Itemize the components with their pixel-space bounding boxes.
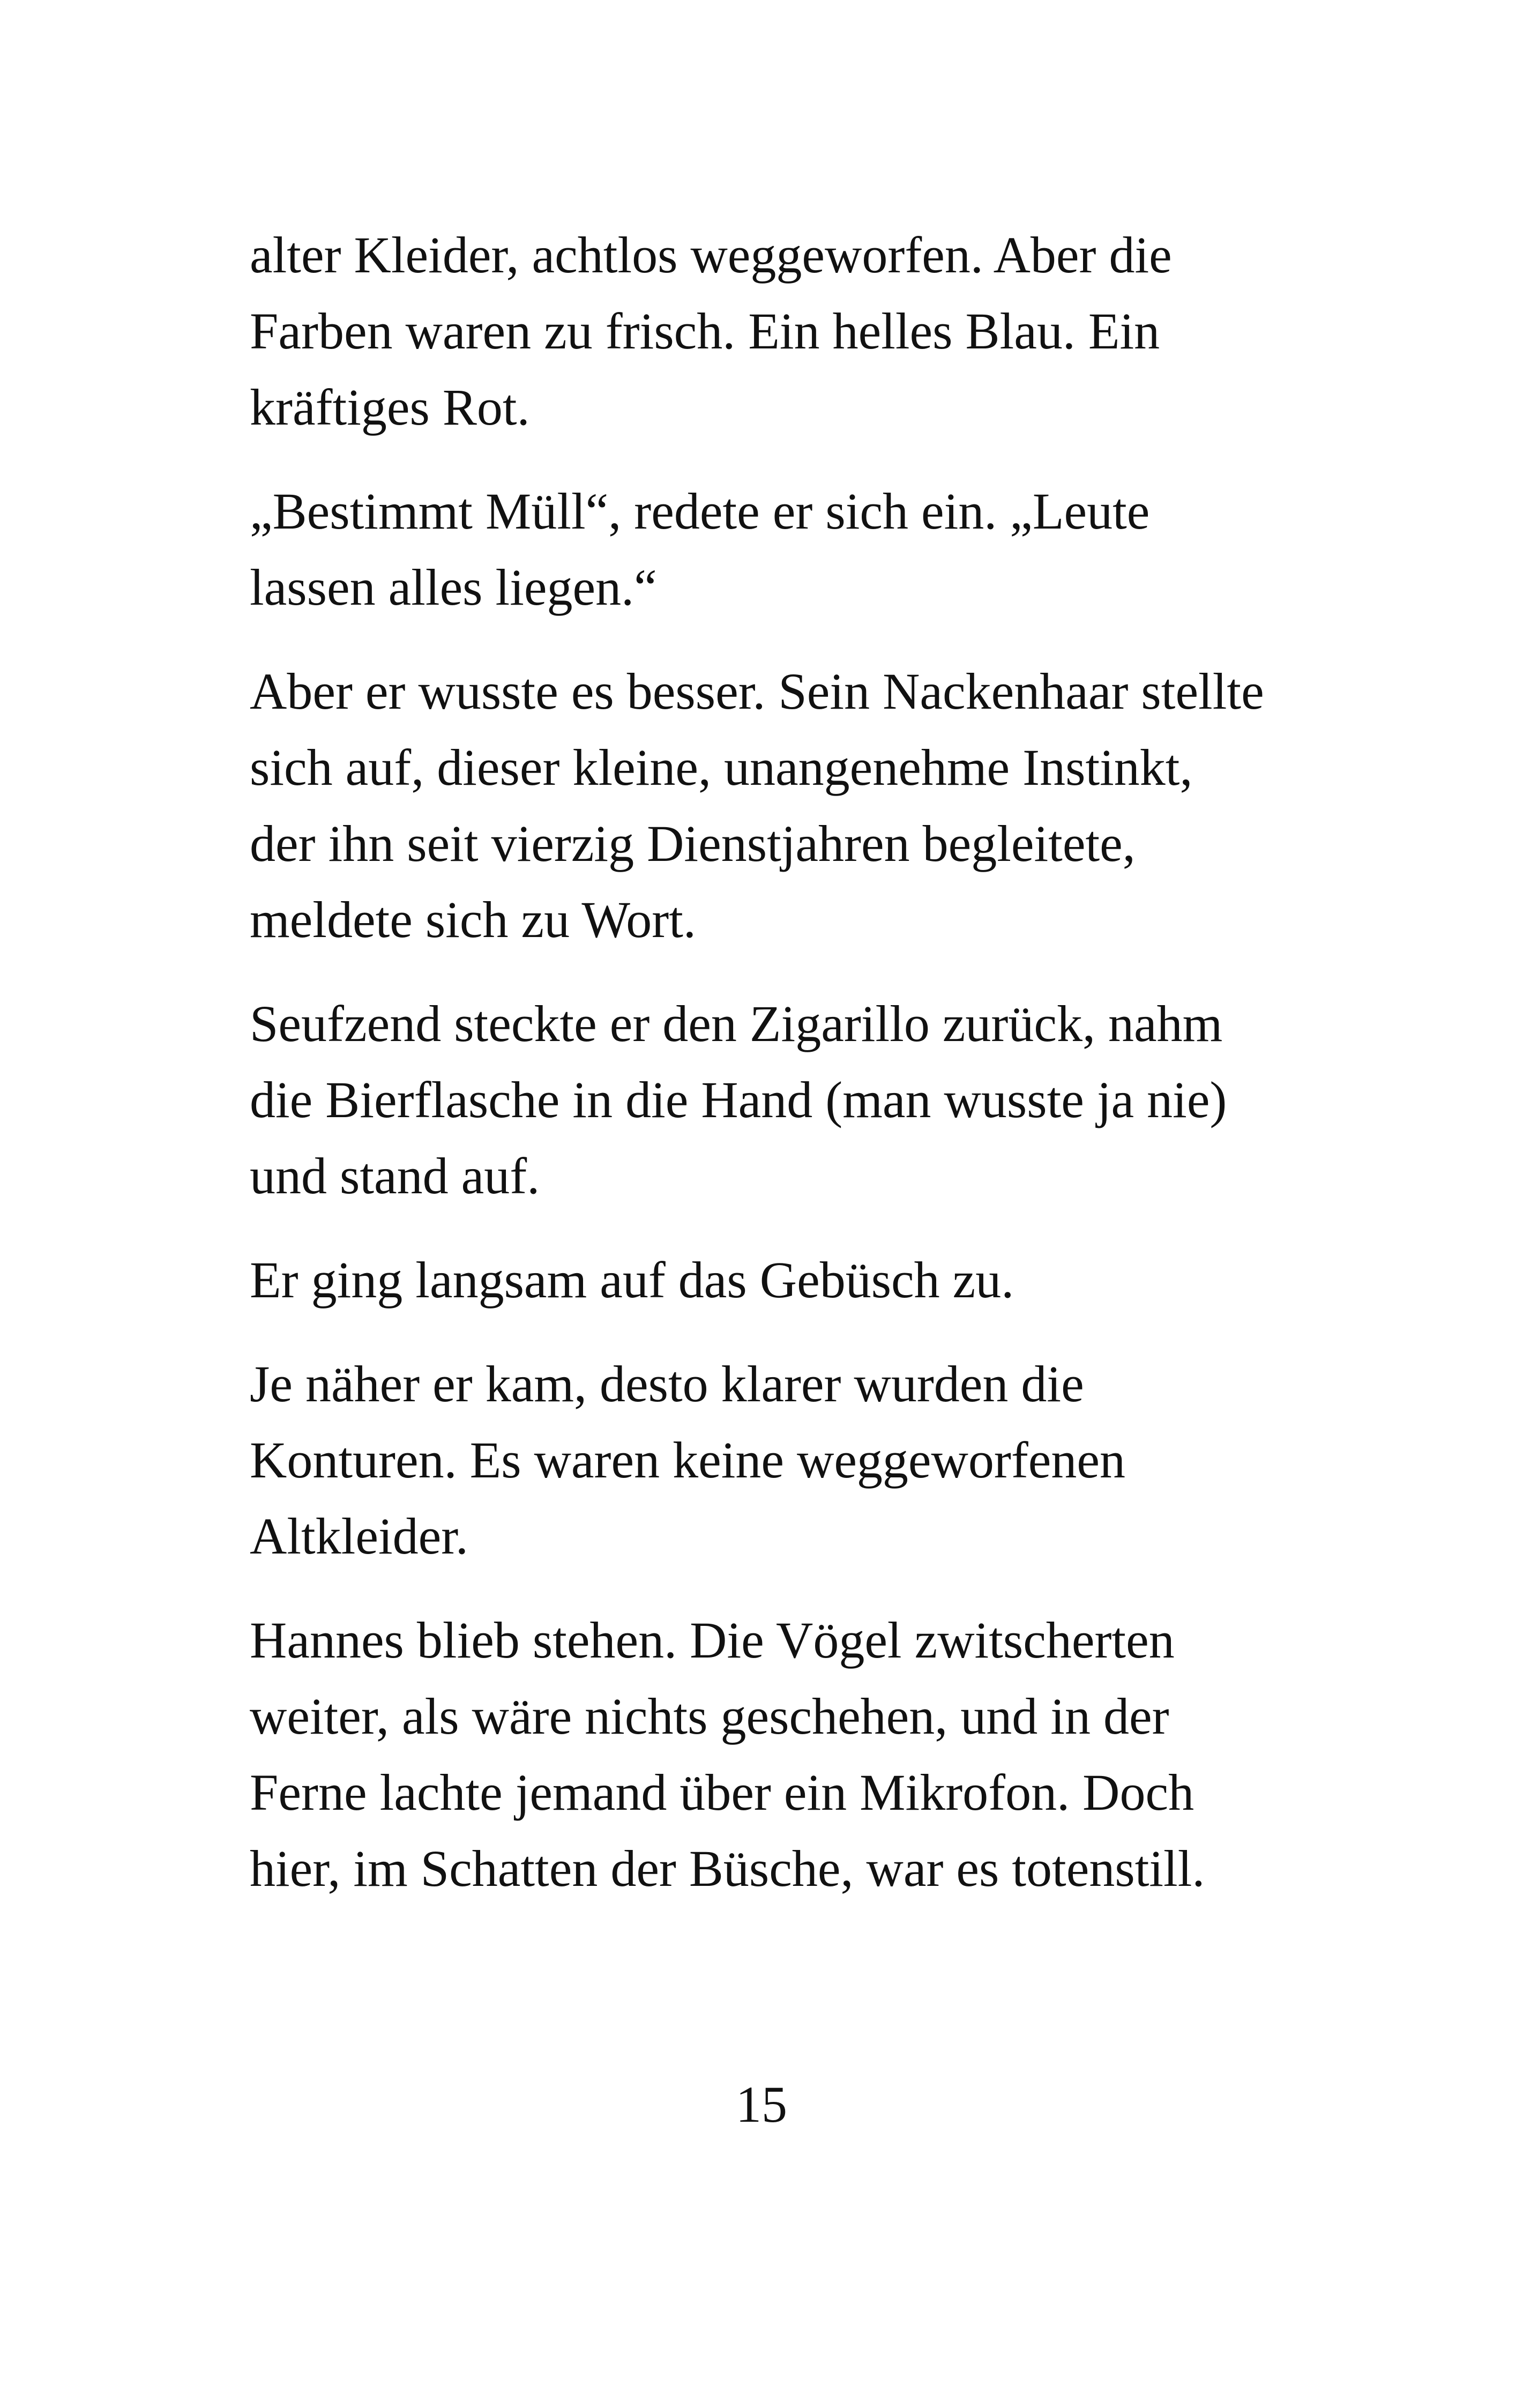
- text-line: Aber er wusste es besser. Sein Nackenhaar stellte: [250, 663, 1264, 720]
- text-line: meldete sich zu Wort.: [250, 891, 696, 948]
- page-number: 15: [736, 2076, 787, 2133]
- paragraph-2: [250, 473, 1354, 626]
- text-line: Seufzend steckte er den Zigarillo zurück, nahm: [250, 995, 1223, 1052]
- paragraph-3: [250, 653, 1354, 958]
- text-line: Altkleider.: [250, 1507, 468, 1565]
- paragraph-5: [250, 1242, 1354, 1318]
- text-line: sich auf, dieser kleine, unangenehme Instinkt,: [250, 739, 1193, 796]
- text-line: „Bestimmt Müll“, redete er sich ein. „Leute: [250, 482, 1150, 540]
- text-line: Hannes blieb stehen. Die Vögel zwitscherten: [250, 1611, 1175, 1669]
- text-line: Ferne lachte jemand über ein Mikrofon. Doch: [250, 1764, 1194, 1821]
- paragraph-4: [250, 986, 1354, 1214]
- text-line: die Bierflasche in die Hand (man wusste ja nie): [250, 1071, 1227, 1128]
- text-line: und stand auf.: [250, 1147, 540, 1205]
- paragraph-6: [250, 1346, 1354, 1574]
- text-line: lassen alles liegen.“: [250, 559, 657, 616]
- text-line: der ihn seit vierzig Dienstjahren begleitete,: [250, 815, 1136, 872]
- text-line: weiter, als wäre nichts geschehen, und in der: [250, 1688, 1169, 1745]
- paragraph-1: [250, 217, 1354, 445]
- paragraph-7: [250, 1602, 1354, 1907]
- text-line: Er ging langsam auf das Gebüsch zu.: [250, 1251, 1014, 1309]
- text-line: Je näher er kam, desto klarer wurden die: [250, 1355, 1084, 1413]
- text-line: Farben waren zu frisch. Ein helles Blau. Ein: [250, 302, 1160, 360]
- text-line: alter Kleider, achtlos weggeworfen. Aber die: [250, 226, 1172, 284]
- body-text: [250, 217, 1354, 1935]
- text-line: hier, im Schatten der Büsche, war es totenstill.: [250, 1840, 1205, 1897]
- text-line: Konturen. Es waren keine weggeworfenen: [250, 1431, 1126, 1489]
- text-line: kräftiges Rot.: [250, 378, 530, 436]
